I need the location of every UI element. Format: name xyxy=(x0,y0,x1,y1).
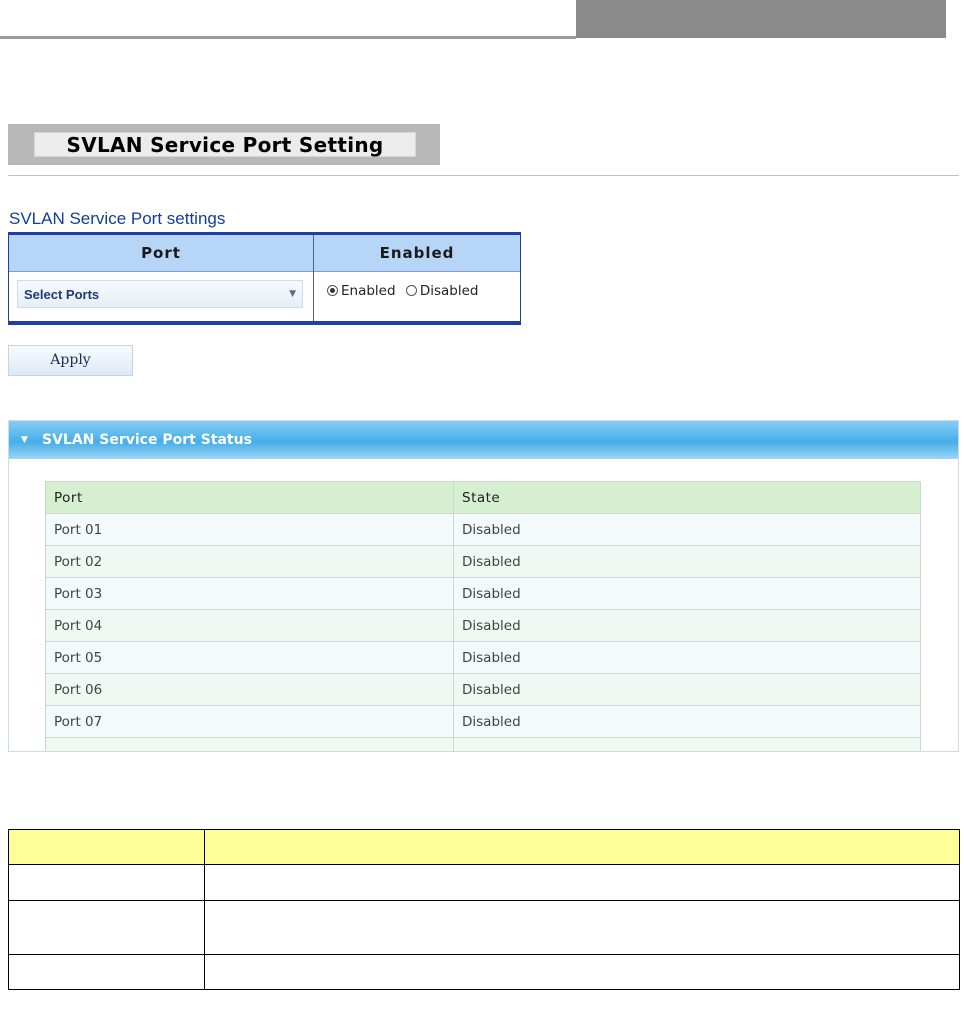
parameter-cell xyxy=(9,901,205,955)
radio-disabled[interactable] xyxy=(406,283,479,299)
settings-table xyxy=(8,232,521,325)
status-col-port: Port xyxy=(46,482,454,514)
select-ports-dropdown[interactable] xyxy=(17,280,303,308)
status-panel-header[interactable] xyxy=(9,421,958,459)
table-row xyxy=(46,674,921,706)
radio-enabled[interactable] xyxy=(327,283,396,299)
chevron-down-icon: ▼ xyxy=(289,289,296,299)
row-port: Port 02 xyxy=(46,546,454,578)
row-state: Disabled xyxy=(454,546,921,578)
settings-col-port: Port xyxy=(141,244,181,262)
select-ports-value: Select Ports xyxy=(24,287,100,302)
parameter-cell xyxy=(9,865,205,901)
table-row xyxy=(46,706,921,738)
settings-heading: SVLAN Service Port settings xyxy=(9,209,226,228)
row-state: Disabled xyxy=(454,610,921,642)
status-table xyxy=(45,481,921,752)
title-divider xyxy=(8,175,959,176)
row-state: Disabled xyxy=(454,674,921,706)
row-state: Disabled xyxy=(454,642,921,674)
table-row xyxy=(46,578,921,610)
row-port xyxy=(46,738,454,753)
row-port: Port 01 xyxy=(46,514,454,546)
parameter-header-cell xyxy=(9,830,205,865)
row-state xyxy=(454,738,921,753)
radio-enabled-label: Enabled xyxy=(341,283,396,299)
enabled-radio-group xyxy=(327,283,479,299)
parameter-table-row xyxy=(9,901,960,955)
table-row xyxy=(46,514,921,546)
row-state: Disabled xyxy=(454,514,921,546)
row-port: Port 03 xyxy=(46,578,454,610)
table-row xyxy=(46,546,921,578)
page-title: SVLAN Service Port Setting xyxy=(34,132,416,157)
row-state: Disabled xyxy=(454,706,921,738)
settings-column-divider xyxy=(313,235,314,321)
status-panel-title: SVLAN Service Port Status xyxy=(42,432,252,448)
description-cell xyxy=(205,865,960,901)
status-col-state: State xyxy=(454,482,921,514)
parameter-table-row xyxy=(9,865,960,901)
row-port: Port 06 xyxy=(46,674,454,706)
radio-enabled-icon xyxy=(327,285,338,296)
settings-table-header xyxy=(9,235,520,272)
row-port: Port 07 xyxy=(46,706,454,738)
row-state: Disabled xyxy=(454,578,921,610)
description-header-cell xyxy=(205,830,960,865)
settings-col-enabled: Enabled xyxy=(379,244,455,262)
page-title-bar xyxy=(8,124,440,165)
parameter-table-header xyxy=(9,830,960,865)
header-rule xyxy=(0,36,576,39)
table-row xyxy=(46,610,921,642)
parameter-cell xyxy=(9,955,205,990)
description-cell xyxy=(205,901,960,955)
header-gray-block xyxy=(576,0,946,38)
collapse-arrow-icon[interactable]: ▼ xyxy=(21,435,28,445)
radio-disabled-label: Disabled xyxy=(419,283,479,299)
table-row xyxy=(46,738,921,753)
parameter-table-row xyxy=(9,955,960,990)
table-row xyxy=(46,642,921,674)
apply-button[interactable]: Apply xyxy=(8,345,133,376)
radio-disabled-icon xyxy=(406,285,417,296)
description-cell xyxy=(205,955,960,990)
row-port: Port 05 xyxy=(46,642,454,674)
status-panel xyxy=(8,420,959,752)
row-port: Port 04 xyxy=(46,610,454,642)
parameter-table xyxy=(8,829,960,990)
